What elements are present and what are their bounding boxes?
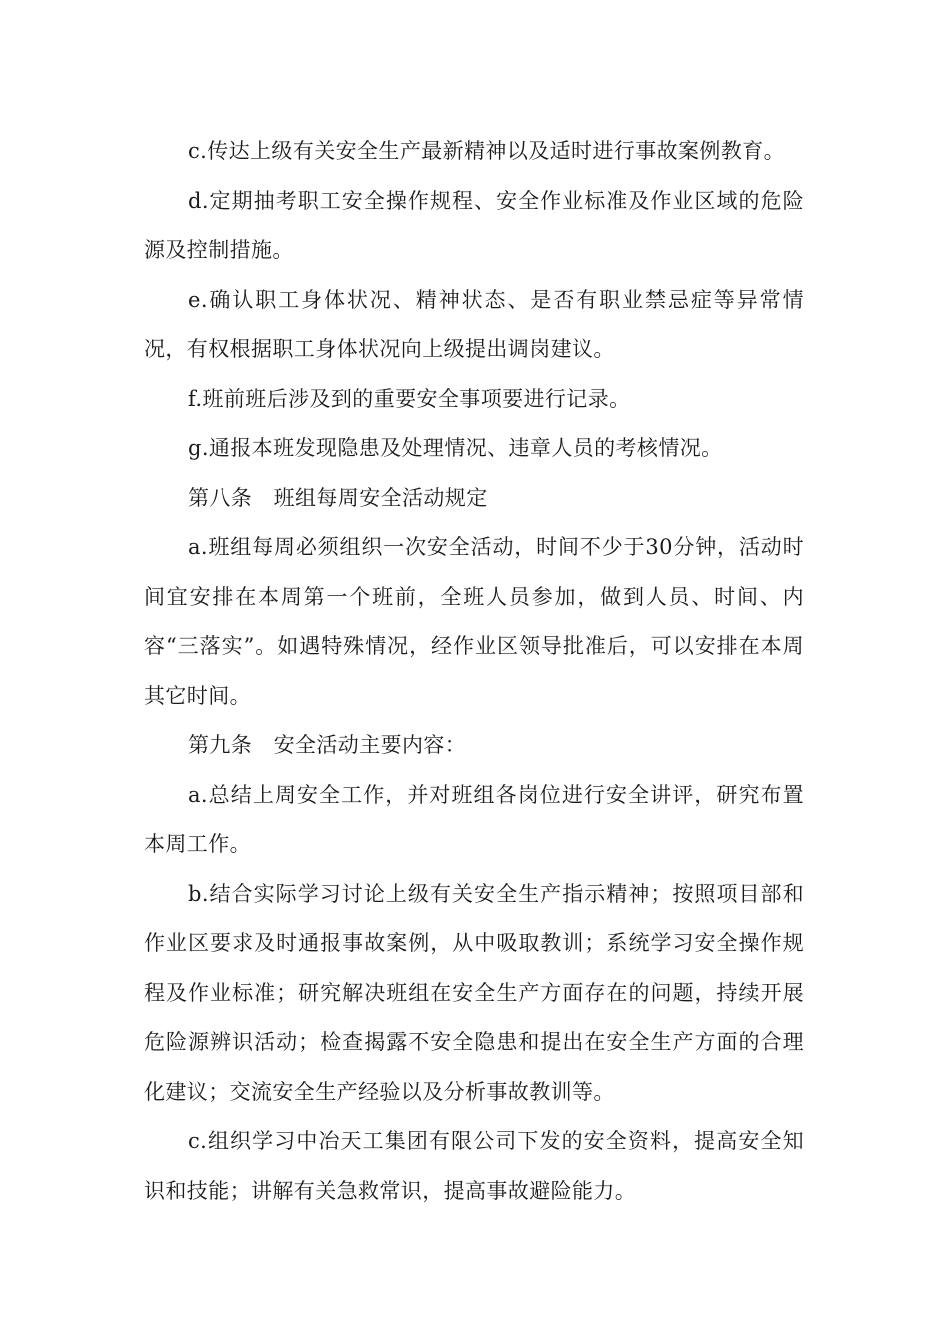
paragraph-text: c.组织学习中冶天工集团有限公司下发的安全资料，提高安全知识和技能；讲解有关急救常识，提高事故避险能力。	[144, 1129, 804, 1203]
paragraph-text: d.定期抽考职工安全操作规程、安全作业标准及作业区域的危险源及控制措施。	[144, 188, 804, 262]
heading-text: 第八条 班组每周安全活动规定	[188, 485, 488, 510]
paragraph-text: e.确认职工身体状况、精神状态、是否有职业禁忌症等异常情况，有权根据职工身体状况向上级提出调岗建议。	[144, 287, 804, 361]
paragraph-item-g-report	[144, 424, 804, 474]
paragraph-item-c-broadcast	[144, 127, 804, 177]
heading-text: 第九条 安全活动主要内容：	[188, 733, 467, 757]
paragraph-text: g.通报本班发现隐患及处理情况、违章人员的考核情况。	[188, 436, 723, 460]
paragraph-item-f-record	[144, 375, 804, 425]
paragraph-item-a-summary	[144, 771, 804, 870]
paragraph-item-d-exam	[144, 177, 804, 276]
article-9-heading	[144, 721, 804, 771]
paragraph-item-b-study	[144, 870, 804, 1118]
paragraph-text: b.结合实际学习讨论上级有关安全生产指示精神；按照项目部和作业区要求及时通报事故案例，从中吸取教训；系统学习安全操作规程及作业标准；研究解决班组在安全生产方面存在的问题，持续开展危险源辨识活动；检查揭露不安全隐患和提出在安全生产方面的合理化建议；交流安全生产经验以及分析事故教训等。	[144, 881, 804, 1104]
paragraph-item-e-health	[144, 276, 804, 375]
paragraph-text: a.班组每周必须组织一次安全活动，时间不少于30分钟，活动时间宜安排在本周第一个班前，全班人员参加，做到人员、时间、内容“三落实”。如遇特殊情况，经作业区领导批准后，可以安排在本周其它时间。	[144, 535, 804, 708]
paragraph-text: c.传达上级有关安全生产最新精神以及适时进行事故案例教育。	[188, 139, 786, 163]
paragraph-text: f.班前班后涉及到的重要安全事项要进行记录。	[188, 386, 631, 411]
document-body	[144, 127, 804, 1216]
paragraph-item-c-materials	[144, 1117, 804, 1216]
article-8-heading	[144, 474, 804, 524]
paragraph-item-a-weekly-activity	[144, 523, 804, 721]
paragraph-text: a.总结上周安全工作，并对班组各岗位进行安全讲评，研究布置本周工作。	[144, 782, 804, 856]
